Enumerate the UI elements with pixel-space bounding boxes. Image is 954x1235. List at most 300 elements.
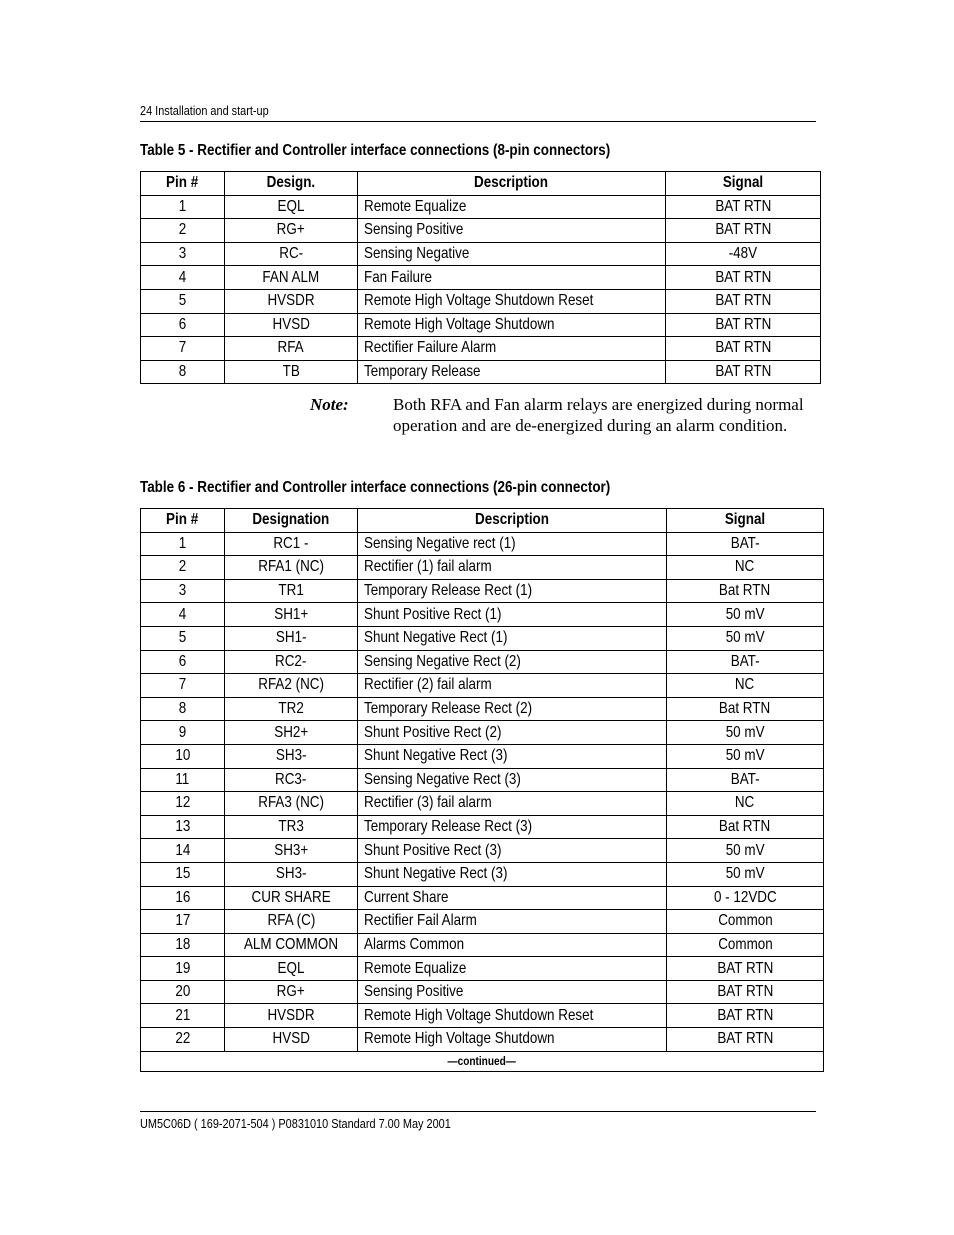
cell-pin [141, 886, 225, 910]
table5-col-pin [141, 172, 225, 196]
cell-text: Remote High Voltage Shutdown Reset [364, 292, 594, 310]
cell-text: CUR SHARE [251, 888, 331, 906]
cell-designation [225, 289, 358, 313]
cell-description [358, 1028, 667, 1052]
cell-text: 11 [175, 770, 190, 788]
cell-text: HVSD [272, 1030, 310, 1048]
cell-text: Bat RTN [719, 818, 771, 836]
page-footer-text: UM5C06D ( 169-2071-504 ) P0831010 Standard 7.00 May 2001 [140, 1116, 451, 1131]
cell-pin [141, 266, 225, 290]
cell-text: Temporary Release [364, 363, 481, 381]
cell-pin [141, 579, 225, 603]
cell-text: 10 [175, 747, 190, 765]
cell-signal [667, 1004, 824, 1028]
table5 [140, 171, 821, 384]
page-header-text: 24 Installation and start-up [140, 103, 269, 118]
table6 [140, 508, 824, 1072]
cell-designation [225, 195, 358, 219]
cell-description [358, 289, 666, 313]
table-row [141, 957, 824, 981]
cell-pin [141, 721, 225, 745]
cell-pin [141, 910, 225, 934]
cell-designation [225, 910, 358, 934]
cell-text: 0 - 12VDC [713, 888, 777, 906]
table-row [141, 768, 824, 792]
note-label: Note: [310, 395, 349, 414]
cell-text: Bat RTN [719, 582, 771, 600]
column-header-label: Description [474, 174, 549, 192]
table-row [141, 721, 824, 745]
cell-description [358, 792, 667, 816]
table-row [141, 1028, 824, 1052]
table-row [141, 626, 824, 650]
cell-text: Remote High Voltage Shutdown Reset [364, 1006, 594, 1024]
cell-pin [141, 744, 225, 768]
cell-pin [141, 792, 225, 816]
cell-description [358, 862, 667, 886]
cell-text: Shunt Positive Rect (3) [364, 841, 502, 859]
table-row [141, 242, 821, 266]
cell-text: 50 mV [725, 841, 765, 859]
table6-col-designation [225, 509, 358, 533]
table6-caption [140, 478, 700, 498]
cell-description [358, 721, 667, 745]
cell-description [358, 650, 667, 674]
cell-text: NC [735, 794, 755, 812]
cell-designation [225, 744, 358, 768]
cell-signal [666, 313, 821, 337]
cell-text: SH2+ [274, 723, 308, 741]
cell-text: Sensing Negative Rect (3) [364, 770, 521, 788]
cell-text: BAT RTN [716, 1006, 774, 1024]
cell-text: BAT RTN [714, 292, 772, 310]
cell-description [358, 266, 666, 290]
cell-pin [141, 674, 225, 698]
cell-text: BAT RTN [716, 959, 774, 977]
cell-signal [667, 744, 824, 768]
table6-body [141, 532, 824, 1071]
cell-text: 14 [175, 841, 190, 859]
cell-text: 12 [175, 794, 190, 812]
cell-text: HVSDR [267, 1006, 315, 1024]
cell-pin [141, 933, 225, 957]
table5-header [141, 172, 821, 196]
table-row [141, 360, 821, 384]
table6-header [141, 509, 824, 533]
cell-designation [225, 1028, 358, 1052]
cell-text: Sensing Negative [364, 245, 470, 263]
cell-description [358, 603, 667, 627]
cell-text: Rectifier Failure Alarm [364, 339, 497, 357]
cell-designation [225, 721, 358, 745]
cell-description [358, 219, 666, 243]
table-row [141, 697, 824, 721]
cell-pin [141, 626, 225, 650]
table5-body [141, 195, 821, 384]
cell-text: Temporary Release Rect (2) [364, 700, 533, 718]
table5-caption-text: Table 5 - Rectifier and Controller interface connections (8-pin connectors) [140, 142, 611, 159]
cell-text: RFA [277, 339, 305, 357]
cell-text: Remote Equalize [364, 197, 467, 215]
cell-text: Alarms Common [364, 935, 465, 953]
cell-text: RC3- [275, 770, 307, 788]
cell-signal [667, 862, 824, 886]
cell-pin [141, 360, 225, 384]
cell-text: 50 mV [725, 723, 765, 741]
cell-text: 3 [178, 582, 187, 600]
cell-text: 50 mV [725, 605, 765, 623]
cell-text: NC [735, 676, 755, 694]
cell-text: 6 [178, 652, 187, 670]
cell-text: Fan Failure [364, 268, 432, 286]
table-row [141, 792, 824, 816]
cell-designation [225, 839, 358, 863]
cell-text: SH1+ [274, 605, 308, 623]
cell-signal [667, 721, 824, 745]
cell-description [358, 839, 667, 863]
cell-description [358, 980, 667, 1004]
cell-text: NC [735, 558, 755, 576]
cell-text: 17 [175, 912, 190, 930]
cell-text: 20 [175, 983, 190, 1001]
page-footer [140, 1111, 816, 1142]
cell-designation [225, 532, 358, 556]
cell-signal [667, 910, 824, 934]
table-row [141, 1004, 824, 1028]
cell-designation [225, 360, 358, 384]
table-row [141, 219, 821, 243]
cell-signal [667, 697, 824, 721]
table-row [141, 744, 824, 768]
cell-text: RC2- [275, 652, 307, 670]
cell-text: 2 [178, 221, 187, 239]
cell-signal [667, 626, 824, 650]
cell-text: Common [717, 912, 773, 930]
cell-designation [225, 650, 358, 674]
cell-signal [666, 360, 821, 384]
cell-text: TR2 [278, 700, 304, 718]
cell-text: 50 mV [725, 629, 765, 647]
cell-text: HVSD [272, 315, 310, 333]
column-header-label: Design. [266, 174, 316, 192]
cell-description [358, 626, 667, 650]
table-row [141, 910, 824, 934]
cell-signal [667, 1028, 824, 1052]
cell-text: RFA3 (NC) [258, 794, 324, 812]
cell-designation [225, 768, 358, 792]
cell-description [358, 1004, 667, 1028]
note-text: Both RFA and Fan alarm relays are energized during normal operation and are de-energized during an alarm condition. [393, 395, 804, 435]
cell-text: 16 [175, 888, 190, 906]
cell-text: RG+ [276, 983, 306, 1001]
cell-text: Remote High Voltage Shutdown [364, 315, 555, 333]
cell-text: 8 [178, 700, 187, 718]
table5-col-designation [225, 172, 358, 196]
cell-text: EQL [277, 959, 305, 977]
table-row [141, 980, 824, 1004]
cell-text: SH3+ [274, 841, 308, 859]
cell-text: ALM COMMON [243, 935, 339, 953]
cell-designation [225, 242, 358, 266]
cell-pin [141, 219, 225, 243]
table-row [141, 886, 824, 910]
cell-text: 4 [178, 605, 187, 623]
table-row [141, 289, 821, 313]
cell-text: Sensing Negative rect (1) [364, 534, 516, 552]
cell-description [358, 886, 667, 910]
cell-signal [666, 195, 821, 219]
cell-text: 6 [178, 315, 187, 333]
cell-text: Temporary Release Rect (1) [364, 582, 533, 600]
table-row [141, 579, 824, 603]
cell-description [358, 532, 667, 556]
cell-designation [225, 603, 358, 627]
cell-pin [141, 289, 225, 313]
table-row [141, 815, 824, 839]
cell-text: Sensing Negative Rect (2) [364, 652, 521, 670]
cell-text: SH3- [275, 747, 307, 765]
cell-text: Rectifier (3) fail alarm [364, 794, 492, 812]
cell-signal [667, 792, 824, 816]
cell-signal [666, 219, 821, 243]
cell-designation [225, 886, 358, 910]
cell-text: BAT RTN [714, 315, 772, 333]
cell-text: Rectifier (2) fail alarm [364, 676, 492, 694]
table-row [141, 266, 821, 290]
cell-pin [141, 532, 225, 556]
cell-text: Shunt Negative Rect (3) [364, 865, 508, 883]
column-header-label: Pin # [166, 174, 199, 192]
table6-col-pin [141, 509, 225, 533]
cell-text: Current Share [364, 888, 449, 906]
column-header-label: Signal [724, 511, 766, 529]
cell-text: 50 mV [725, 747, 765, 765]
cell-text: 13 [175, 818, 190, 836]
cell-signal [667, 957, 824, 981]
table5-col-signal [666, 172, 821, 196]
cell-description [358, 815, 667, 839]
table6-caption-text: Table 6 - Rectifier and Controller interface connections (26-pin connector) [140, 479, 611, 496]
cell-text: 5 [178, 292, 187, 310]
cell-text: 19 [175, 959, 190, 977]
column-header-label: Designation [252, 511, 330, 529]
cell-signal [666, 266, 821, 290]
cell-pin [141, 815, 225, 839]
table6-col-description [358, 509, 667, 533]
table-row [141, 556, 824, 580]
cell-text: 15 [175, 865, 190, 883]
cell-designation [225, 1004, 358, 1028]
table5-caption [140, 141, 700, 161]
cell-text: 22 [175, 1030, 190, 1048]
cell-description [358, 337, 666, 361]
cell-designation [225, 219, 358, 243]
cell-designation [225, 933, 358, 957]
cell-designation [225, 626, 358, 650]
cell-description [358, 768, 667, 792]
cell-text: 3 [178, 245, 187, 263]
cell-description [358, 933, 667, 957]
cell-designation [225, 957, 358, 981]
cell-designation [225, 980, 358, 1004]
cell-text: RC- [279, 245, 303, 263]
cell-description [358, 697, 667, 721]
cell-pin [141, 697, 225, 721]
cell-signal [667, 933, 824, 957]
cell-pin [141, 556, 225, 580]
cell-text: RFA2 (NC) [258, 676, 324, 694]
cell-signal [667, 886, 824, 910]
table-row [141, 532, 824, 556]
table-row [141, 933, 824, 957]
cell-text: BAT- [730, 534, 760, 552]
cell-pin [141, 650, 225, 674]
cell-designation [225, 792, 358, 816]
cell-description [358, 957, 667, 981]
cell-text: 9 [178, 723, 187, 741]
table-row [141, 337, 821, 361]
cell-text: BAT- [730, 652, 760, 670]
continued-row [141, 1051, 824, 1071]
cell-pin [141, 957, 225, 981]
cell-designation [225, 337, 358, 361]
cell-text: Shunt Negative Rect (3) [364, 747, 508, 765]
cell-text: Rectifier (1) fail alarm [364, 558, 492, 576]
cell-pin [141, 242, 225, 266]
table-row [141, 674, 824, 698]
cell-text: Temporary Release Rect (3) [364, 818, 533, 836]
cell-text: 8 [178, 363, 187, 381]
cell-pin [141, 337, 225, 361]
cell-pin [141, 195, 225, 219]
cell-text: TR3 [278, 818, 304, 836]
cell-designation [225, 556, 358, 580]
cell-text: TB [282, 363, 300, 381]
cell-text: Common [717, 935, 773, 953]
cell-text: BAT RTN [716, 983, 774, 1001]
cell-description [358, 360, 666, 384]
cell-pin [141, 839, 225, 863]
cell-text: RG+ [276, 221, 306, 239]
cell-text: TR1 [278, 582, 304, 600]
continued-text: —continued— [447, 1054, 517, 1069]
cell-description [358, 910, 667, 934]
cell-text: BAT RTN [714, 197, 772, 215]
cell-text: RFA1 (NC) [258, 558, 324, 576]
cell-text: 7 [178, 339, 187, 357]
cell-text: 2 [178, 558, 187, 576]
cell-signal [667, 650, 824, 674]
table-row [141, 650, 824, 674]
cell-text: Sensing Positive [364, 983, 464, 1001]
cell-text: Remote High Voltage Shutdown [364, 1030, 555, 1048]
cell-pin [141, 980, 225, 1004]
cell-text: EQL [277, 197, 305, 215]
cell-designation [225, 266, 358, 290]
cell-description [358, 242, 666, 266]
cell-designation [225, 697, 358, 721]
table-row [141, 313, 821, 337]
cell-designation [225, 579, 358, 603]
column-header-label: Description [475, 511, 549, 529]
cell-text: FAN ALM [262, 268, 320, 286]
cell-description [358, 195, 666, 219]
cell-text: BAT RTN [716, 1030, 774, 1048]
cell-text: BAT RTN [714, 363, 772, 381]
cell-description [358, 674, 667, 698]
cell-description [358, 744, 667, 768]
cell-text: 1 [178, 534, 187, 552]
cell-signal [667, 839, 824, 863]
table-row [141, 839, 824, 863]
cell-description [358, 313, 666, 337]
cell-text: Sensing Positive [364, 221, 464, 239]
cell-text: 4 [178, 268, 187, 286]
cell-text: 21 [175, 1006, 190, 1024]
table-row [141, 603, 824, 627]
column-header-label: Pin # [166, 511, 199, 529]
table6-col-signal [667, 509, 824, 533]
cell-signal [666, 242, 821, 266]
cell-text: Shunt Negative Rect (1) [364, 629, 508, 647]
cell-designation [225, 862, 358, 886]
cell-designation [225, 313, 358, 337]
cell-text: Bat RTN [719, 700, 771, 718]
table-row [141, 862, 824, 886]
cell-text: 1 [178, 197, 187, 215]
cell-signal [666, 289, 821, 313]
continued-label [141, 1051, 824, 1071]
cell-text: 5 [178, 629, 187, 647]
cell-text: BAT RTN [714, 268, 772, 286]
cell-text: BAT RTN [714, 221, 772, 239]
table5-col-description [358, 172, 666, 196]
cell-text: Shunt Positive Rect (2) [364, 723, 502, 741]
cell-text: 18 [175, 935, 190, 953]
cell-pin [141, 313, 225, 337]
cell-text: 50 mV [725, 865, 765, 883]
cell-description [358, 579, 667, 603]
cell-pin [141, 862, 225, 886]
cell-text: Shunt Positive Rect (1) [364, 605, 502, 623]
page-header [140, 103, 816, 122]
cell-signal [666, 337, 821, 361]
cell-signal [667, 674, 824, 698]
cell-pin [141, 768, 225, 792]
cell-text: RFA (C) [267, 912, 315, 930]
cell-description [358, 556, 667, 580]
cell-text: SH1- [275, 629, 307, 647]
cell-designation [225, 674, 358, 698]
cell-text: 7 [178, 676, 187, 694]
cell-signal [667, 815, 824, 839]
cell-designation [225, 815, 358, 839]
cell-text: RC1 - [273, 534, 309, 552]
column-header-label: Signal [722, 174, 764, 192]
cell-signal [667, 532, 824, 556]
cell-pin [141, 1004, 225, 1028]
cell-text: SH3- [275, 865, 307, 883]
cell-signal [667, 768, 824, 792]
cell-text: BAT RTN [714, 339, 772, 357]
cell-text: Remote Equalize [364, 959, 467, 977]
cell-text: BAT- [730, 770, 760, 788]
table-row [141, 195, 821, 219]
cell-signal [667, 980, 824, 1004]
cell-pin [141, 603, 225, 627]
cell-pin [141, 1028, 225, 1052]
cell-text: Rectifier Fail Alarm [364, 912, 477, 930]
